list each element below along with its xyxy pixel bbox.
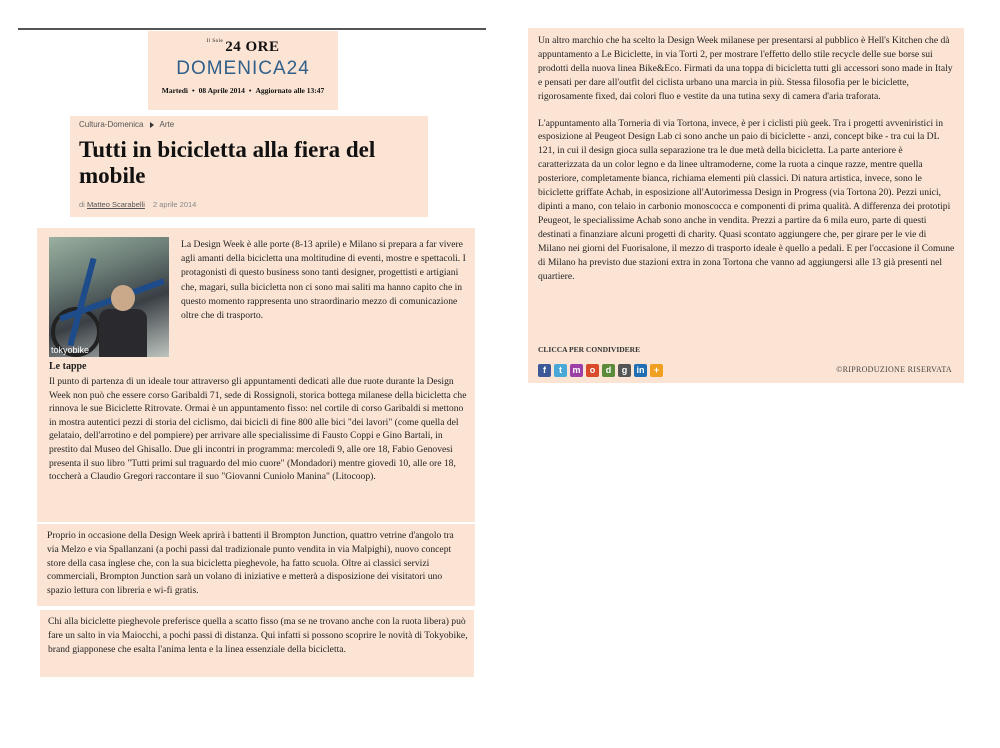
article-date: 2 aprile 2014 — [152, 200, 197, 209]
article-paragraph: Un altro marchio che ha scelto la Design Week milanese per presentarsi al pubblico è Hell's Kitchen che dà appuntamento a Le Biciclette, in via Torti 2, per mostrare l'effetto dello stile recycle delle sue borse sui prodotti della nuova linea Bike&Eco. Firmati da una toppa di bicicletta tutti gli accessori sono made in Italy e pensati per dare all'outfit del ciclista urbano una marcia in più. Stessa filosofia per le biciclette, rigorosamente fixed, dai colori fluo e vestite da una tutina sexy di camera d'aria traforata. — [538, 35, 953, 102]
photo-caption: tokyobike — [51, 345, 90, 355]
masthead-date: Martedì • 08 Aprile 2014 • Aggiornato alle 13:47 — [161, 86, 325, 95]
share-label: CLICCA PER CONDIVIDERE — [538, 345, 641, 354]
oknotizie-icon[interactable]: o — [586, 364, 599, 377]
article-paragraph: Proprio in occasione della Design Week aprirà i battenti il Brompton Junction, quattro vetrine d'angolo tra via Melzo e via Spallanzani (a pochi passi dal tradizionale punto vendita in via Malpighi), nuovo concept store della casa inglese che, con la sua bicicletta pieghevole, ha fatto scuola. Oltre ai classici servizi commerciali, Brompton Junction sarà un volano di iniziative e metterà a disposizione dei visitatori uno spazio lettura con libreria e wi-fi gratis. — [37, 524, 475, 606]
section-title: DOMENICA24 — [176, 58, 310, 79]
masthead-logo: $^{Il Sole}$ 24 ORE — [206, 39, 280, 55]
article-photo[interactable] — [49, 237, 169, 357]
article-paragraph: L'appuntamento alla Torneria di via Tortona, invece, è per i ciclisti più geek. Tra i progetti avveniristici in esposizione al Peugeot Design Lab ci sono anche un paio di biciclette - anzi, concept bike - tra cui la DL 121, in cui il design gioca sulla separazione tra le due metà della bicicletta. La parte anteriore è caratterizzata da un color legno e da linee ultramoderne, come la ruota a cinque razze, mentre quella posteriore, completamente bianca, richiama elementi più classici. Di natura artistica, invece, sono le biciclette griffate Achab, in esposizione all'Autorimessa Design in Progress (via Tortona 20). Pezzi unici, dipinti a mano, con telaio in carbonio monoscocca e componenti di prima qualità. A differenza dei prototipi Peugeot, le specialissime Achab sono anche in vendita. Prezzi a partire da 6 mila euro, parte di questi destinati a finanziare alcuni progetti di charity. Quasi scontato aggiungere che, per girare per le vie di Milano nei giorni del Fuorisalone, il mezzo di trasporto ideale è quello a pedali. E per l'occasione il Comune di Milano ha previsto due stazioni extra in zona Tortona che vanno ad aggiungersi alle 13 già presenti nel quartiere. — [538, 117, 955, 282]
share-bar — [538, 343, 958, 377]
article-intro: La Design Week è alle porte (8-13 aprile) e Milano si prepara a far vivere agli amanti della bicicletta una moltitudine di eventi, mostre e spettacoli. I protagonisti di questo business sono tanti designer, progettisti e artigiani che, magari, sulla bicicletta non ci sono mai saliti ma hanno capito che in questo momento rappresenta uno straordinario mezzo di comunicazione oltre che di trasporto. — [181, 239, 466, 322]
breadcrumb — [79, 120, 420, 129]
copyright-notice: ©RIPRODUZIONE RISERVATA — [836, 365, 952, 374]
author-link[interactable]: Matteo Scarabelli — [86, 200, 145, 209]
myspace-icon[interactable]: m — [570, 364, 583, 377]
article-paragraph: Chi alla biciclette pieghevole preferisce quella a scatto fisso (ma se ne trovano anche con la ruota libera) può fare un salto in via Maiocchi, a pochi passi di distanza. Qui infatti si possono scoprire le novità di Tokyobike, brand giapponese che esalta l'anima lenta e la linea essenziale della bicicletta. — [40, 610, 474, 677]
masthead[interactable] — [148, 31, 338, 110]
linkedin-icon[interactable]: in — [634, 364, 647, 377]
article-title: Tutti in bicicletta alla fiera del mobile — [79, 137, 376, 188]
breadcrumb-parent[interactable]: Cultura-Domenica — [79, 120, 144, 129]
facebook-icon[interactable]: f — [538, 364, 551, 377]
more-share-icon[interactable]: + — [650, 364, 663, 377]
twitter-icon[interactable]: t — [554, 364, 567, 377]
article-body-block-1 — [37, 228, 475, 522]
breadcrumb-current[interactable]: Arte — [159, 120, 175, 129]
top-rule — [18, 28, 486, 30]
article-header — [70, 116, 428, 217]
byline: di Matteo Scarabelli 2 aprile 2014 — [79, 200, 197, 209]
article-body-block-right — [528, 28, 964, 383]
article-subhead: Le tappe — [49, 361, 87, 372]
delicious-icon[interactable]: d — [602, 364, 615, 377]
breadcrumb-arrow-icon — [150, 122, 154, 128]
google-icon[interactable]: g — [618, 364, 631, 377]
article-paragraph: Il punto di partenza di un ideale tour attraverso gli appuntamenti dedicati alle due ruote durante la Design Week non può che essere corso Garibaldi 71, sede di Rossignoli, storica bottega milanese della bicicletta che rinnova le sue Biciclette Ritrovate. Ormai è un appuntamento fisso: nel cortile di corso Garibaldi si mettono in mostra autentici pezzi di storia del ciclismo, dai bicicli di fine 800 alle bici "dei lavori" (come quella del gelataio, dell'arrotino e del pompiere) per arrivare alle specialissime di Fausto Coppi e Gino Bartali, in prestito dal Museo del Ghisallo. Due gli incontri in programma: mercoledì 9, alle ore 18, Fabio Genovesi presenta il suo libro "Tutti primi sul traguardo del mio cuore" (Mondadori) mentre giovedì 10, alle ore 18, toccherà a Claudio Gregori raccontare il suo "Giovanni Cuniolo Manina" (Litocoop). — [49, 376, 467, 483]
